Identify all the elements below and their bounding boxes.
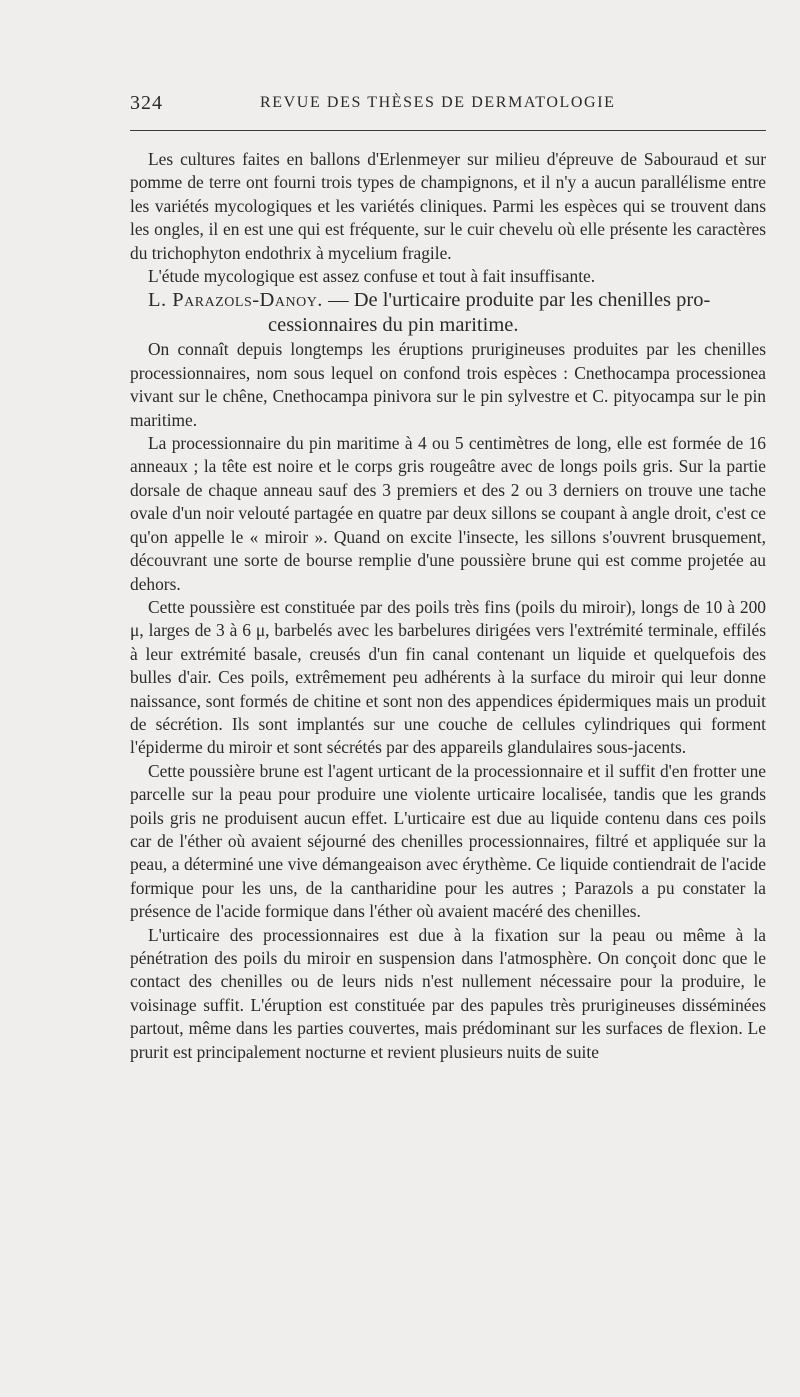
- paragraph: L'urticaire des processionnaires est due à la fixation sur la peau ou même à la pénétration des poils du miroir en suspension dans l'atmosphère. On conçoit donc que le contact des chenilles ou de leurs nids n'est nullement nécessaire pour la produire, le voisinage suffit. L'éruption est constituée par des papules très prurigineuses disséminées partout, même dans les parties couvertes, mais prédominant sur les surfaces de flexion. Le prurit est principalement nocturne et revient plusieurs nuits de suite: [130, 924, 766, 1062]
- entry-title: — De l'urticaire produite par les chenilles pro-: [328, 289, 711, 312]
- paragraph: Cette poussière est constituée par des poils très fins (poils du miroir), longs de 10 à 200 μ, larges de 3 à 6 μ, barbelés avec les barbelures dirigées vers l'extrémité terminale, effilés à leur extrémité basale, creusés d'un fin canal contenant un liquide et quelquefois des bulles d'air. Ces poils, extrêmement peu adhérents à la surface du miroir qui leur donne naissance, sont formés de chitine et sont non des appendices épidermiques mais un produit de sécrétion. Ils sont implantés sur une couche de cellules cylindriques qui forment l'épiderme du miroir et sont sécrétés par des appareils glandulaires sous-jacents.: [130, 596, 766, 758]
- entry-heading: [130, 288, 766, 338]
- paragraph: Les cultures faites en ballons d'Erlenmeyer sur milieu d'épreuve de Sabouraud et sur pomme de terre ont fourni trois types de champignons, et il n'y a aucun parallélisme entre les variétés mycologiques et les variétés cliniques. Parmi les espèces qui se trouvent dans les ongles, il en est une qui est fréquente, sur le cuir chevelu où elle présente les caractères du trichophyton endothrix à mycelium fragile.: [130, 149, 766, 263]
- paragraph: On connaît depuis longtemps les éruptions prurigineuses produites par les chenilles processionnaires, nom sous lequel on confond trois espèces : Cnethocampa processionea vivant sur le chêne, Cnethocampa pinivora sur le pin sylvestre et C. pityocampa sur le pin maritime.: [130, 339, 766, 430]
- paragraph: L'étude mycologique est assez confuse et tout à fait insuffisante.: [148, 266, 596, 287]
- entry-title-continued: cessionnaires du pin maritime.: [268, 314, 519, 337]
- page-header: [130, 92, 766, 118]
- running-title: REVUE DES THÈSES DE DERMATOLOGIE: [260, 94, 616, 111]
- paragraph: Cette poussière brune est l'agent urticant de la processionnaire et il suffit d'en frotter une parcelle sur la peau pour produire une violente urticaire localisée, tandis que les grands poils gris ne produisent aucun effet. L'urticaire est due au liquide contenu dans ces poils car de l'éther où avaient séjourné des chenilles processionnaires, filtré et appliquée sur la peau, a déterminé une vive démangeaison avec érythème. Ce liquide contiendrait de l'acide formique pour les uns, de la cantharidine pour les autres ; Parazols a pu constater la présence de l'acide formique dans l'éther où avaient macéré des chenilles.: [130, 760, 766, 922]
- header-rule: [130, 130, 766, 131]
- article-body: [130, 148, 766, 1064]
- page-number: 324: [130, 92, 163, 114]
- paragraph: La processionnaire du pin maritime à 4 ou 5 centimètres de long, elle est formée de 16 anneaux ; la tête est noire et le corps gris rougeâtre avec de longs poils gris. Sur la partie dorsale de chaque anneau sauf des 3 premiers et des 2 ou 3 derniers on trouve une tache ovale d'un noir velouté partagée en quatre par deux sillons se coupant à angle droit, c'est ce qu'on appelle le « miroir ». Quand on excite l'insecte, les sillons s'ouvrent brusquement, découvrant une sorte de bourse remplie d'une poussière brune qui est comme projetée au dehors.: [130, 433, 766, 594]
- entry-author: L. Parazols-Danoy.: [148, 289, 323, 312]
